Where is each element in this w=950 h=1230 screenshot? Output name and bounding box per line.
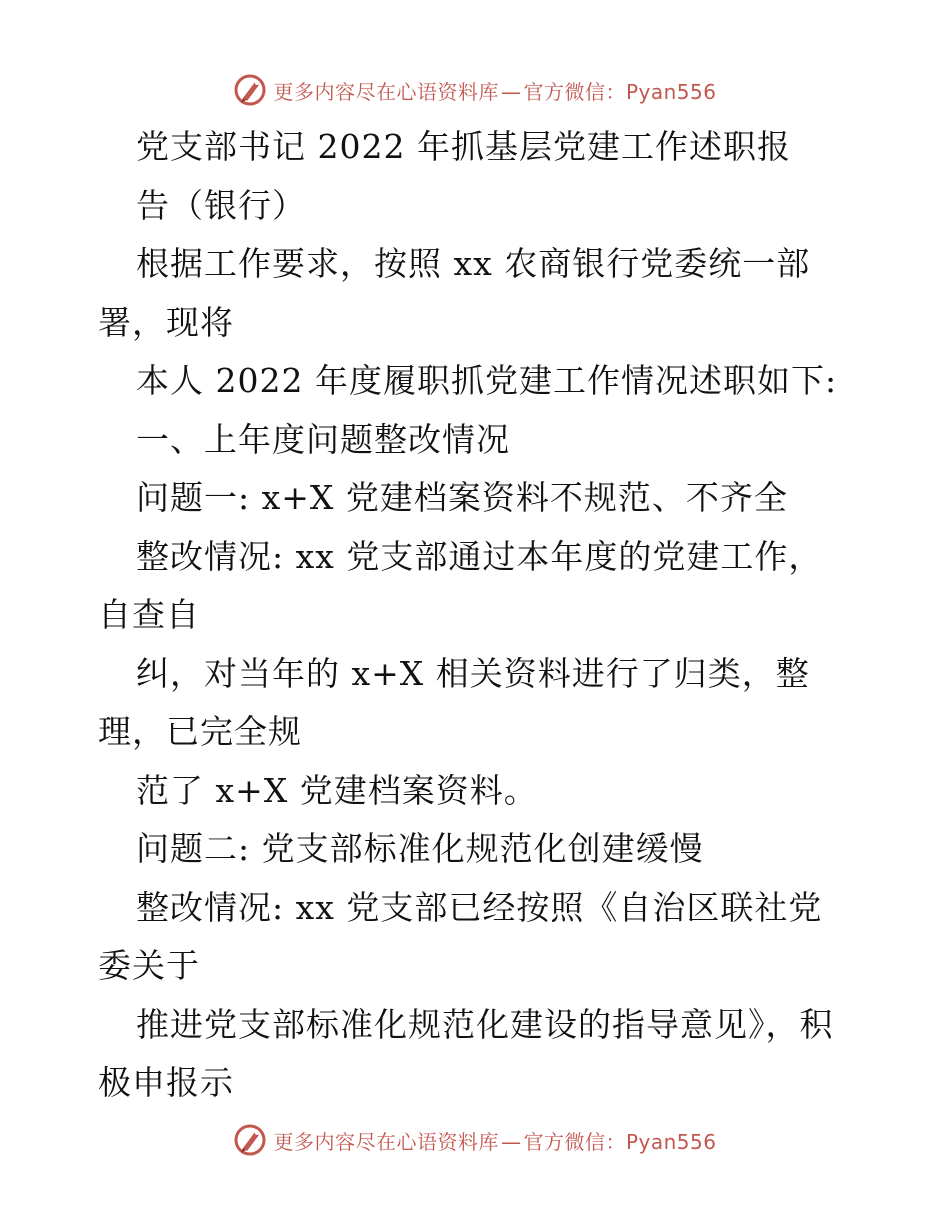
document-line: 一、上年度问题整改情况 — [136, 419, 510, 459]
watermark-separator: — — [500, 1129, 522, 1154]
watermark-site-name: 更多内容尽在心语资料库 — [273, 79, 499, 104]
document-line: 根据工作要求，按照 xx 农商银行党委统一部 — [136, 244, 811, 283]
document-line: 范了 x+X 党建档案资料。 — [136, 770, 538, 810]
document-line: 问题一: x+X 党建档案资料不规范、不齐全 — [136, 478, 788, 517]
watermark-wechat: 官方微信：Pyan556 — [523, 1129, 717, 1154]
document-line: 问题二: 党支部标准化规范化创建缓慢 — [136, 829, 704, 868]
pen-logo-icon — [233, 1123, 267, 1157]
document-line: 署，现将 — [98, 302, 234, 342]
pen-logo-icon — [233, 73, 267, 107]
document-line: 告（银行） — [136, 185, 306, 225]
document-line: 自查自 — [98, 595, 200, 634]
footer-watermark — [0, 1120, 950, 1160]
footer-watermark-text — [273, 1126, 716, 1155]
header-watermark-text — [273, 76, 716, 105]
watermark-separator: — — [500, 79, 522, 104]
watermark-wechat: 官方微信：Pyan556 — [523, 79, 717, 104]
header-watermark-inner — [233, 73, 716, 107]
document-line: 委关于 — [98, 946, 200, 985]
document-line: 理，已完全规 — [98, 712, 302, 751]
document-body — [98, 118, 868, 1113]
document-line: 纠，对当年的 x+X 相关资料进行了归类，整 — [136, 653, 810, 693]
document-line: 整改情况: xx 党支部已经按照《自治区联社党 — [136, 887, 823, 927]
document-line: 极申报示 — [98, 1063, 234, 1102]
footer-watermark-inner — [233, 1123, 716, 1157]
header-watermark — [0, 70, 950, 110]
document-line: 党支部书记 2022 年抓基层党建工作述职报 — [136, 127, 791, 166]
watermark-site-name: 更多内容尽在心语资料库 — [273, 1129, 499, 1154]
document-line: 本人 2022 年度履职抓党建工作情况述职如下: — [136, 361, 838, 400]
document-line: 整改情况: xx 党支部通过本年度的党建工作， — [136, 536, 823, 576]
document-line: 推进党支部标准化规范化建设的指导意见》，积 — [136, 1004, 834, 1044]
